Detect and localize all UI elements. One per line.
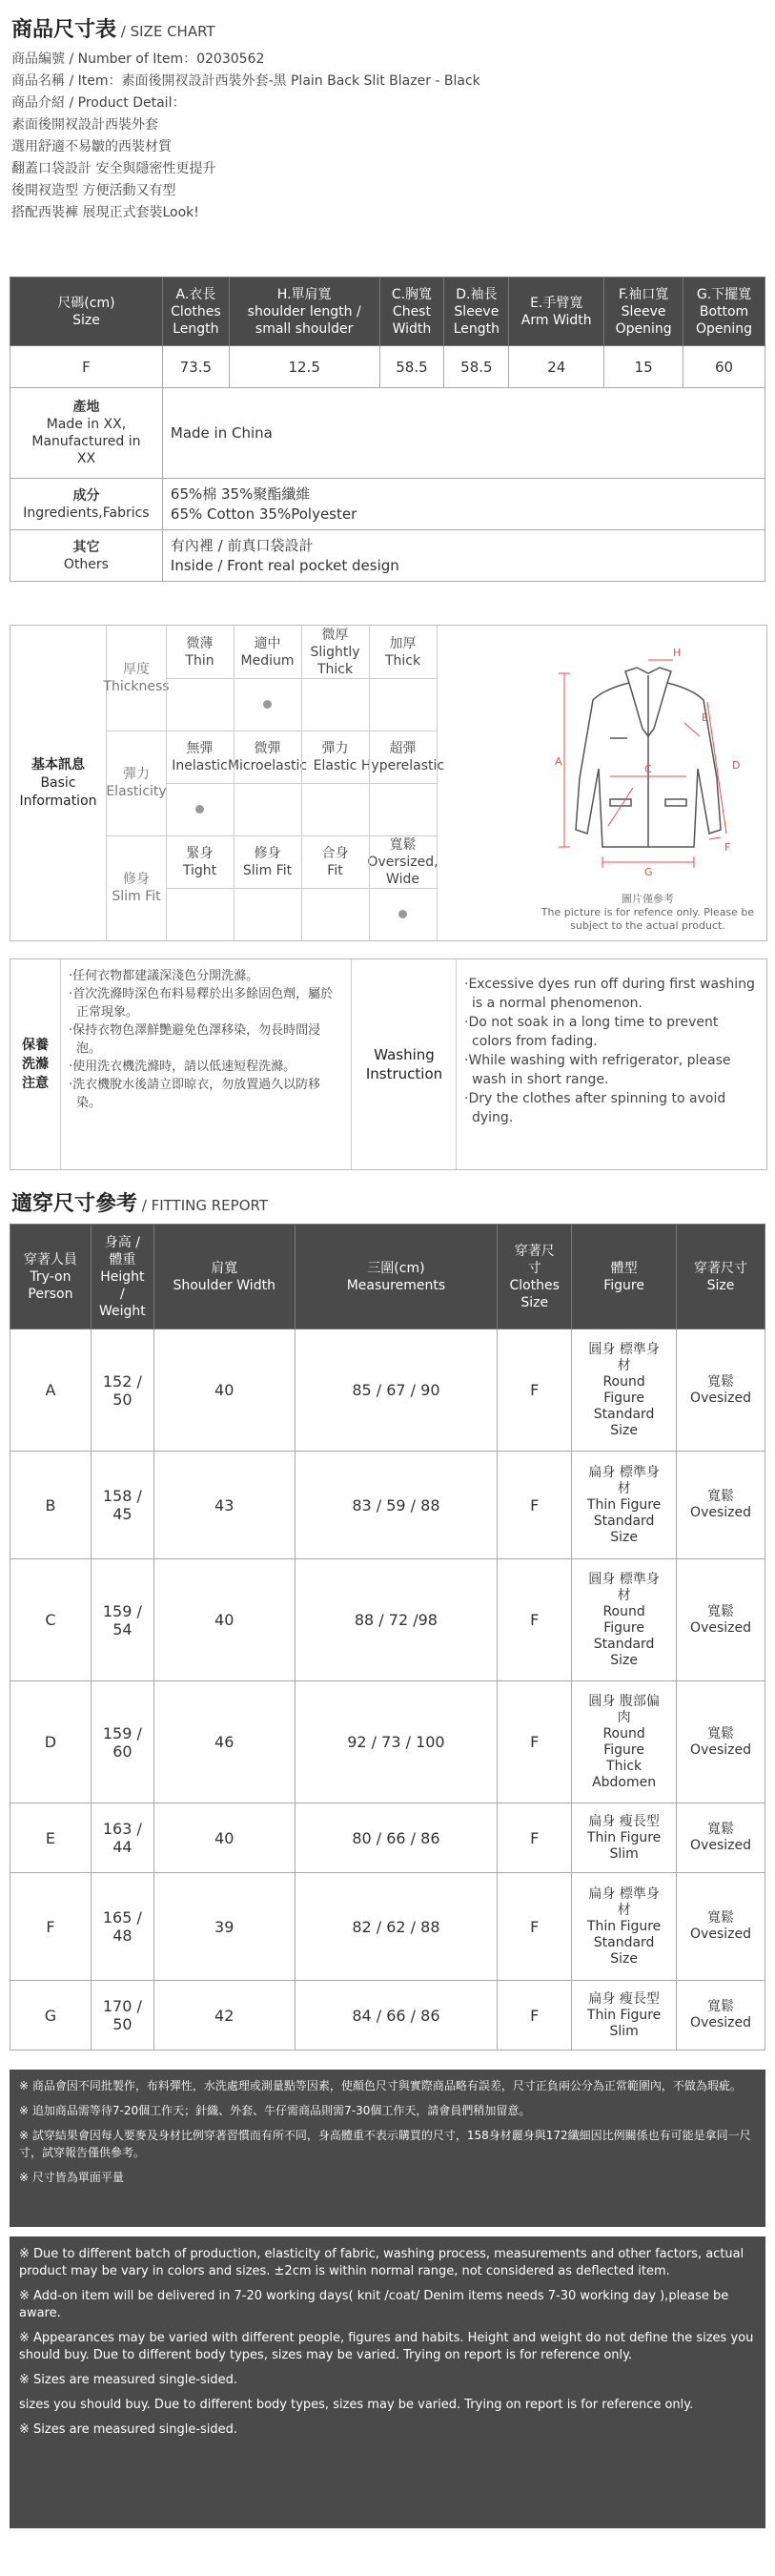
- shoulder-cell: 40: [153, 1803, 295, 1873]
- ingredients-row: [10, 479, 765, 530]
- fitting-header-row: [10, 1225, 765, 1329]
- height-weight-cell: 170 / 50: [91, 1981, 153, 2050]
- washing-en-item: ·Excessive dyes run off during first washing is a normal phenomenon.: [464, 977, 755, 1011]
- header-sleeve-length: D.袖長 Sleeve Length: [444, 278, 509, 346]
- fit-cell: 寬鬆 Ovesized: [677, 1803, 765, 1873]
- fit-cell: 寬鬆 Ovesized: [677, 1873, 765, 1981]
- washing-zh-item: ·首次洗滌時深色布料易釋於出多餘固色劑，屬於正常現象。: [69, 987, 334, 1020]
- basic-info-section: [10, 625, 767, 941]
- cell: 24: [509, 346, 604, 388]
- cell: 15: [604, 346, 683, 388]
- figure-cell: 扁身 瘦長型 Thin Figure Slim: [572, 1981, 677, 2050]
- label-g: G: [644, 866, 653, 878]
- measurements-cell: 82 / 62 / 88: [295, 1873, 498, 1981]
- washing-instruction-label: Washing Instruction: [351, 959, 457, 1169]
- person-cell: E: [10, 1803, 92, 1873]
- washing-en-item: ·Dry the clothes after spinning to avoid dying.: [464, 1091, 726, 1125]
- garment-diagram: [530, 626, 765, 940]
- others-value: 有內裡 / 前真口袋設計 Inside / Front real pocket design: [162, 530, 765, 582]
- info-line: 商品編號 / Number of Item：02030562: [11, 52, 265, 67]
- person-cell: C: [10, 1559, 92, 1681]
- note-zh: ※ 試穿結果會因每人要麥及身材比例穿著習慣而有所不同，身高體重不表示購買的尺寸，158身材麗身與172纖細因比例關係也有可能是拿同一尺寸，試穿報告僅供參考。: [19, 2129, 751, 2159]
- label-d: D: [732, 759, 741, 772]
- attribute-label: 彈力 Elasticity: [106, 767, 167, 799]
- washing-zh-item: ·洗衣機脫水後請立即晾衣，勿放置過久以防移染。: [69, 1078, 321, 1110]
- cell: 58.5: [379, 346, 444, 388]
- selected-dot: [369, 888, 437, 940]
- attribute-option: 寬鬆 Oversized, Wide: [367, 836, 438, 887]
- origin-label: 產地 Made in XX, Manufactured in XX: [10, 388, 163, 479]
- figure-cell: 扁身 標準身 材 Thin Figure Standard Size: [572, 1452, 677, 1559]
- fitting-title: 適穿尺寸參考 / FITTING REPORT: [11, 1192, 269, 1216]
- fit-cell: 寬鬆 Ovesized: [677, 1452, 765, 1559]
- note-en: sizes you should buy. Due to different body types, sizes may be varied. Trying on report is for reference only.: [19, 2398, 694, 2412]
- others-label: 其它 Others: [10, 530, 163, 582]
- attribute-grid: [103, 626, 526, 940]
- fitting-table: [10, 1224, 765, 2050]
- attribute-option: 合身 Fit: [321, 845, 349, 878]
- label-c: C: [644, 763, 652, 775]
- measurements-cell: 83 / 59 / 88: [295, 1452, 498, 1559]
- dot-icon: [195, 805, 204, 814]
- person-cell: D: [10, 1681, 92, 1803]
- cell: 58.5: [444, 346, 509, 388]
- attribute-option: 超彈 Hyperelastic: [360, 740, 445, 773]
- dot-icon: [263, 700, 272, 709]
- header-sleeve-opening: F.袖口寬 Sleeve Opening: [604, 278, 683, 346]
- header-clothes-length: A.衣長 Clothes Length: [162, 278, 229, 346]
- size-cell: F: [498, 1803, 572, 1873]
- measurements-cell: 88 / 72 /98: [295, 1559, 498, 1681]
- header-measurements: 三圍(cm) Measurements: [295, 1225, 498, 1329]
- header-size: 穿著尺寸 Size: [677, 1225, 765, 1329]
- cell: 12.5: [229, 346, 379, 388]
- shoulder-cell: 40: [153, 1329, 295, 1452]
- info-line: 選用舒適不易皺的西裝材質: [11, 139, 172, 155]
- size-cell: F: [498, 1452, 572, 1559]
- info-line: 素面後開衩設計西裝外套: [11, 117, 158, 133]
- info-line: 後開衩造型 方便活動又有型: [11, 183, 176, 198]
- fitting-row: [10, 1681, 765, 1803]
- header-chest: C.胸寬 Chest Width: [379, 278, 444, 346]
- attribute-option: 適中 Medium: [240, 635, 295, 669]
- header-figure: 體型 Figure: [572, 1225, 677, 1329]
- label-f: F: [724, 841, 731, 854]
- attribute-option: 微彈 Microelastic: [227, 740, 308, 773]
- size-cell: F: [498, 1681, 572, 1803]
- size-cell: F: [498, 1981, 572, 2050]
- height-weight-cell: 159 / 54: [91, 1559, 153, 1681]
- washing-en-item: ·Do not soak in a long time to prevent colors from fading.: [464, 1015, 719, 1049]
- height-weight-cell: 158 / 45: [91, 1452, 153, 1559]
- header-clothes-size: 穿著尺 寸 Clothes Size: [498, 1225, 572, 1329]
- note-en: ※ Add-on item will be delivered in 7-20 working days( knit /coat/ Denim items needs 7-30 working day ),please be aware.: [19, 2289, 729, 2320]
- washing-zh-item: ·保持衣物色澤鮮艷避免色澤移染，勿長時間浸泡。: [69, 1023, 321, 1056]
- measurements-cell: 85 / 67 / 90: [295, 1329, 498, 1452]
- shoulder-cell: 39: [153, 1873, 295, 1981]
- fitting-row: [10, 1981, 765, 2050]
- size-cell: F: [498, 1559, 572, 1681]
- size-row: [10, 346, 765, 388]
- washing-zh-list: [60, 959, 351, 1169]
- origin-row: [10, 388, 765, 479]
- figure-cell: 扁身 標準身 材 Thin Figure Standard Size: [572, 1873, 677, 1981]
- attribute-label: 修身 Slim Fit: [112, 872, 161, 904]
- ingredients-value: 65%棉 35%聚酯纖維 65% Cotton 35%Polyester: [162, 479, 765, 530]
- fit-cell: 寬鬆 Ovesized: [677, 1681, 765, 1803]
- figure-cell: 圓身 標準身 材 Round Figure Standard Size: [572, 1559, 677, 1681]
- washing-zh-item: ·使用洗衣機洗滌時，請以低速短程洗滌。: [69, 1060, 296, 1074]
- header-shoulder-width: 肩寬 Shoulder Width: [153, 1225, 295, 1329]
- height-weight-cell: 159 / 60: [91, 1681, 153, 1803]
- info-line: 商品名稱 / Item：素面後開衩設計西裝外套-黑 Plain Back Slit Blazer - Black: [11, 73, 480, 89]
- notes-en: [10, 2236, 765, 2528]
- header-person: 穿著人員 Try-on Person: [10, 1225, 92, 1329]
- selected-dot: [234, 678, 301, 731]
- label-h: H: [673, 647, 682, 659]
- origin-value: Made in China: [162, 388, 765, 479]
- note-en: ※ Sizes are measured single-sided.: [19, 2422, 238, 2437]
- washing-en-list: [456, 959, 766, 1169]
- attribute-option: 微薄 Thin: [185, 635, 214, 669]
- height-weight-cell: 152 / 50: [91, 1329, 153, 1452]
- figure-cell: 圓身 腹部偏 肉 Round Figure Thick Abdomen: [572, 1681, 677, 1803]
- figure-cell: 扁身 瘦長型 Thin Figure Slim: [572, 1803, 677, 1873]
- fitting-row: [10, 1559, 765, 1681]
- size-cell: F: [498, 1329, 572, 1452]
- person-cell: B: [10, 1452, 92, 1559]
- page-title: [0, 0, 775, 43]
- product-info: [0, 43, 775, 224]
- person-cell: A: [10, 1329, 92, 1452]
- height-weight-cell: 163 / 44: [91, 1803, 153, 1873]
- size-cell: F: [498, 1873, 572, 1981]
- washing-en-item: ·While washing with refrigerator, please wash in short range.: [464, 1053, 731, 1087]
- note-zh: ※ 追加商品需等待7-20個工作天；針織、外套、牛仔需商品則需7-30個工作天，請會員們稍加留意。: [19, 2104, 531, 2117]
- basic-info-label: 基本訊息 Basic Information: [19, 756, 97, 809]
- height-weight-cell: 165 / 48: [91, 1873, 153, 1981]
- header-arm-width: E.手臂寬 Arm Width: [509, 278, 604, 346]
- notes-zh: [10, 2070, 765, 2227]
- figure-cell: 圓身 標準身 材 Round Figure Standard Size: [572, 1329, 677, 1452]
- shoulder-cell: 46: [153, 1681, 295, 1803]
- attribute-option: 加厚 Thick: [384, 635, 421, 669]
- fitting-row: [10, 1452, 765, 1559]
- info-line: 翻蓋口袋設計 安全與隱密性更提升: [11, 161, 216, 176]
- header-size: 尺碼(cm) Size: [10, 278, 163, 346]
- ingredients-label: 成分 Ingredients,Fabrics: [10, 479, 163, 530]
- size-chart-table: [10, 277, 765, 582]
- dot-icon: [398, 910, 407, 918]
- note-en: ※ Sizes are measured single-sided.: [19, 2373, 238, 2387]
- note-zh: ※ 商品會因不同批製作，布料彈性，水洗處理或測量點等因素，使顏色尺寸與實際商品略有誤差，尺寸正負兩公分為正常範圍內，不做為瑕疵。: [19, 2079, 742, 2092]
- selected-dot: [166, 783, 234, 835]
- shoulder-cell: 43: [153, 1452, 295, 1559]
- fit-cell: 寬鬆 Ovesized: [677, 1981, 765, 2050]
- measurements-cell: 92 / 73 / 100: [295, 1681, 498, 1803]
- washing-label-zh: 保養 洗滌 注意: [22, 1038, 49, 1091]
- info-line: 商品介紹 / Product Detail：: [11, 95, 186, 111]
- fitting-row: [10, 1803, 765, 1873]
- attribute-label: 厚度 Thickness: [103, 662, 170, 694]
- header-bottom-opening: G.下擺寬 Bottom Opening: [683, 278, 765, 346]
- note-en: ※ Appearances may be varied with different people, figures and habits. Height and weight do not define the sizes you should buy. Due to different body types, sizes may be varied. Trying on report is for reference only.: [19, 2331, 754, 2362]
- shoulder-cell: 42: [153, 1981, 295, 2050]
- note-zh: ※ 尺寸皆為單面平量: [19, 2171, 124, 2184]
- title-en: / SIZE CHART: [116, 23, 215, 40]
- attribute-option: 修身 Slim Fit: [242, 845, 293, 878]
- attribute-option: 彈力 Elastic: [313, 740, 357, 773]
- label-a: A: [555, 755, 562, 768]
- diagram-note: 圖片僅參考 The picture is for refence only. Please be subject to the actual product.: [540, 893, 755, 932]
- attribute-option: 緊身 Tight: [182, 845, 217, 878]
- measurements-cell: 80 / 66 / 86: [295, 1803, 498, 1873]
- size-header-row: [10, 278, 765, 346]
- header-height-weight: 身高 / 體重 Height / Weight: [91, 1225, 153, 1329]
- fitting-row: [10, 1329, 765, 1452]
- cell: F: [10, 346, 163, 388]
- person-cell: F: [10, 1873, 92, 1981]
- fit-cell: 寬鬆 Ovesized: [677, 1329, 765, 1452]
- note-en: ※ Due to different batch of production, elasticity of fabric, washing process, measurements and other factors, actual product may be vary in colors and sizes. ±2cm is within normal range, not considered as deflected item.: [19, 2247, 744, 2278]
- person-cell: G: [10, 1981, 92, 2050]
- attribute-option: 微厚 Slightly Thick: [310, 627, 360, 677]
- measurements-cell: 84 / 66 / 86: [295, 1981, 498, 2050]
- others-row: [10, 530, 765, 582]
- washing-section: [10, 958, 767, 1170]
- washing-zh-item: ·任何衣物都建議深淺色分開洗滌。: [69, 969, 259, 983]
- title-zh: 商品尺寸表: [11, 18, 117, 42]
- cell: 60: [683, 346, 765, 388]
- label-e: E: [702, 711, 708, 724]
- fitting-row: [10, 1873, 765, 1981]
- attribute-option: 無彈 Inelastic: [172, 740, 228, 773]
- fit-cell: 寬鬆 Ovesized: [677, 1559, 765, 1681]
- cell: 73.5: [162, 346, 229, 388]
- header-shoulder: H.單肩寬 shoulder length / small shoulder: [229, 278, 379, 346]
- info-line: 搭配西裝褲 展現正式套裝Look!: [11, 205, 199, 220]
- shoulder-cell: 40: [153, 1559, 295, 1681]
